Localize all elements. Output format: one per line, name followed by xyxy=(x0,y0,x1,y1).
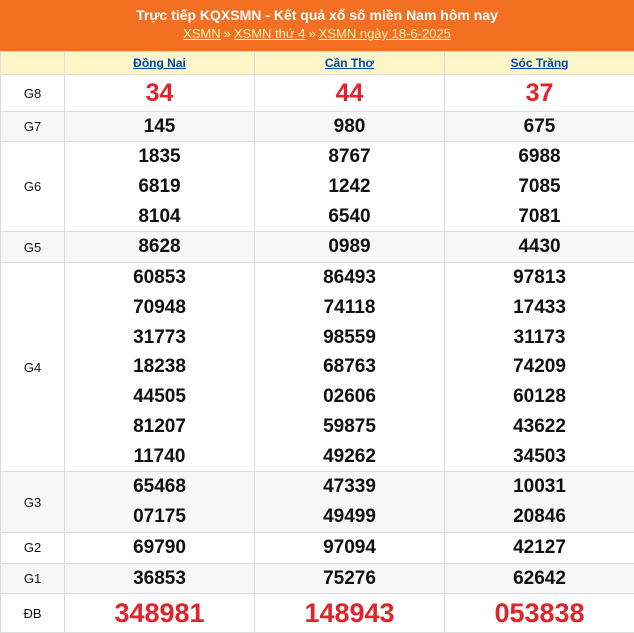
result-number: 47339 xyxy=(255,472,444,502)
result-number: 148943 xyxy=(255,594,444,632)
prize-result-cell xyxy=(255,232,445,263)
province-header-soc-trang xyxy=(445,52,634,75)
result-number: 6819 xyxy=(65,172,254,202)
result-number: 44 xyxy=(255,75,444,111)
prize-label: ĐB xyxy=(1,594,65,633)
prize-row xyxy=(1,112,634,142)
result-number: 02606 xyxy=(255,382,444,412)
result-number: 60853 xyxy=(65,263,254,293)
prize-result-cell xyxy=(445,263,634,472)
breadcrumb-xsmn[interactable]: XSMN xyxy=(183,26,221,41)
result-number: 675 xyxy=(445,112,634,141)
result-number: 75276 xyxy=(255,564,444,594)
breadcrumb-xsmn-thu-4[interactable]: XSMN thứ 4 xyxy=(234,26,306,41)
result-number: 31773 xyxy=(65,323,254,353)
prize-label: G8 xyxy=(1,75,65,112)
province-link-dong-nai[interactable]: Đồng Nai xyxy=(133,56,186,70)
prize-result-cell xyxy=(65,263,255,472)
prize-result-cell xyxy=(255,142,445,232)
province-header-dong-nai xyxy=(65,52,255,75)
result-number: 8104 xyxy=(65,202,254,232)
result-number: 69790 xyxy=(65,533,254,563)
prize-result-cell xyxy=(445,532,634,563)
result-number: 18238 xyxy=(65,352,254,382)
province-link-can-tho[interactable]: Cần Thơ xyxy=(325,56,374,70)
prize-label: G1 xyxy=(1,563,65,594)
breadcrumb-separator: » xyxy=(221,26,234,41)
prize-label: G5 xyxy=(1,232,65,263)
prize-result-cell xyxy=(65,142,255,232)
prize-row xyxy=(1,594,634,633)
result-number: 97094 xyxy=(255,533,444,563)
result-number: 17433 xyxy=(445,293,634,323)
prize-result-cell xyxy=(445,472,634,533)
province-header-row xyxy=(1,52,634,75)
prize-result-cell xyxy=(445,594,634,633)
prize-result-cell xyxy=(255,263,445,472)
prize-result-cell xyxy=(255,112,445,142)
prize-row xyxy=(1,263,634,472)
prize-result-cell xyxy=(445,112,634,142)
prize-label: G4 xyxy=(1,263,65,472)
result-number: 59875 xyxy=(255,412,444,442)
prize-row xyxy=(1,472,634,533)
prize-column-header xyxy=(1,52,65,75)
result-number: 49262 xyxy=(255,442,444,472)
result-number: 20846 xyxy=(445,502,634,532)
result-number: 42127 xyxy=(445,533,634,563)
result-number: 86493 xyxy=(255,263,444,293)
result-number: 68763 xyxy=(255,352,444,382)
prize-row xyxy=(1,232,634,263)
province-header-can-tho xyxy=(255,52,445,75)
result-number: 74209 xyxy=(445,352,634,382)
prize-label: G2 xyxy=(1,532,65,563)
prize-label: G6 xyxy=(1,142,65,232)
result-number: 8767 xyxy=(255,142,444,172)
result-number: 81207 xyxy=(65,412,254,442)
prize-result-cell xyxy=(445,142,634,232)
result-number: 7081 xyxy=(445,202,634,232)
result-number: 65468 xyxy=(65,472,254,502)
prize-result-cell xyxy=(65,472,255,533)
results-table xyxy=(0,51,634,633)
prize-result-cell xyxy=(255,472,445,533)
result-number: 97813 xyxy=(445,263,634,293)
result-number: 11740 xyxy=(65,442,254,472)
result-number: 1835 xyxy=(65,142,254,172)
result-number: 6988 xyxy=(445,142,634,172)
prize-label: G7 xyxy=(1,112,65,142)
result-number: 70948 xyxy=(65,293,254,323)
prize-label: G3 xyxy=(1,472,65,533)
breadcrumb-xsmn-date[interactable]: XSMN ngày 18-6-2025 xyxy=(319,26,451,41)
result-number: 053838 xyxy=(445,594,634,632)
prize-result-cell xyxy=(445,563,634,594)
result-number: 36853 xyxy=(65,564,254,594)
prize-row xyxy=(1,532,634,563)
result-number: 43622 xyxy=(445,412,634,442)
prize-result-cell xyxy=(445,75,634,112)
result-number: 4430 xyxy=(445,232,634,262)
result-number: 37 xyxy=(445,75,634,111)
result-number: 980 xyxy=(255,112,444,141)
result-number: 145 xyxy=(65,112,254,141)
result-number: 10031 xyxy=(445,472,634,502)
result-number: 6540 xyxy=(255,202,444,232)
result-number: 44505 xyxy=(65,382,254,412)
result-number: 98559 xyxy=(255,323,444,353)
prize-row xyxy=(1,142,634,232)
prize-row xyxy=(1,563,634,594)
prize-result-cell xyxy=(255,75,445,112)
result-number: 60128 xyxy=(445,382,634,412)
result-number: 07175 xyxy=(65,502,254,532)
prize-result-cell xyxy=(255,594,445,633)
result-number: 0989 xyxy=(255,232,444,262)
prize-result-cell xyxy=(65,75,255,112)
page-title: Trực tiếp KQXSMN - Kết quả xổ số miền Nam hôm nay xyxy=(0,6,634,25)
prize-result-cell xyxy=(65,532,255,563)
result-number: 8628 xyxy=(65,232,254,262)
result-number: 34 xyxy=(65,75,254,111)
result-number: 31173 xyxy=(445,323,634,353)
prize-result-cell xyxy=(65,232,255,263)
result-number: 1242 xyxy=(255,172,444,202)
prize-result-cell xyxy=(65,563,255,594)
prize-result-cell xyxy=(255,563,445,594)
prize-result-cell xyxy=(65,594,255,633)
prize-result-cell xyxy=(445,232,634,263)
result-number: 34503 xyxy=(445,442,634,472)
result-number: 62642 xyxy=(445,564,634,594)
results-header xyxy=(0,0,634,51)
breadcrumb xyxy=(0,25,634,43)
result-number: 7085 xyxy=(445,172,634,202)
prize-result-cell xyxy=(255,532,445,563)
result-number: 348981 xyxy=(65,594,254,632)
result-number: 49499 xyxy=(255,502,444,532)
breadcrumb-separator: » xyxy=(305,26,318,41)
prize-result-cell xyxy=(65,112,255,142)
result-number: 74118 xyxy=(255,293,444,323)
province-link-soc-trang[interactable]: Sóc Trăng xyxy=(510,56,568,70)
prize-row xyxy=(1,75,634,112)
